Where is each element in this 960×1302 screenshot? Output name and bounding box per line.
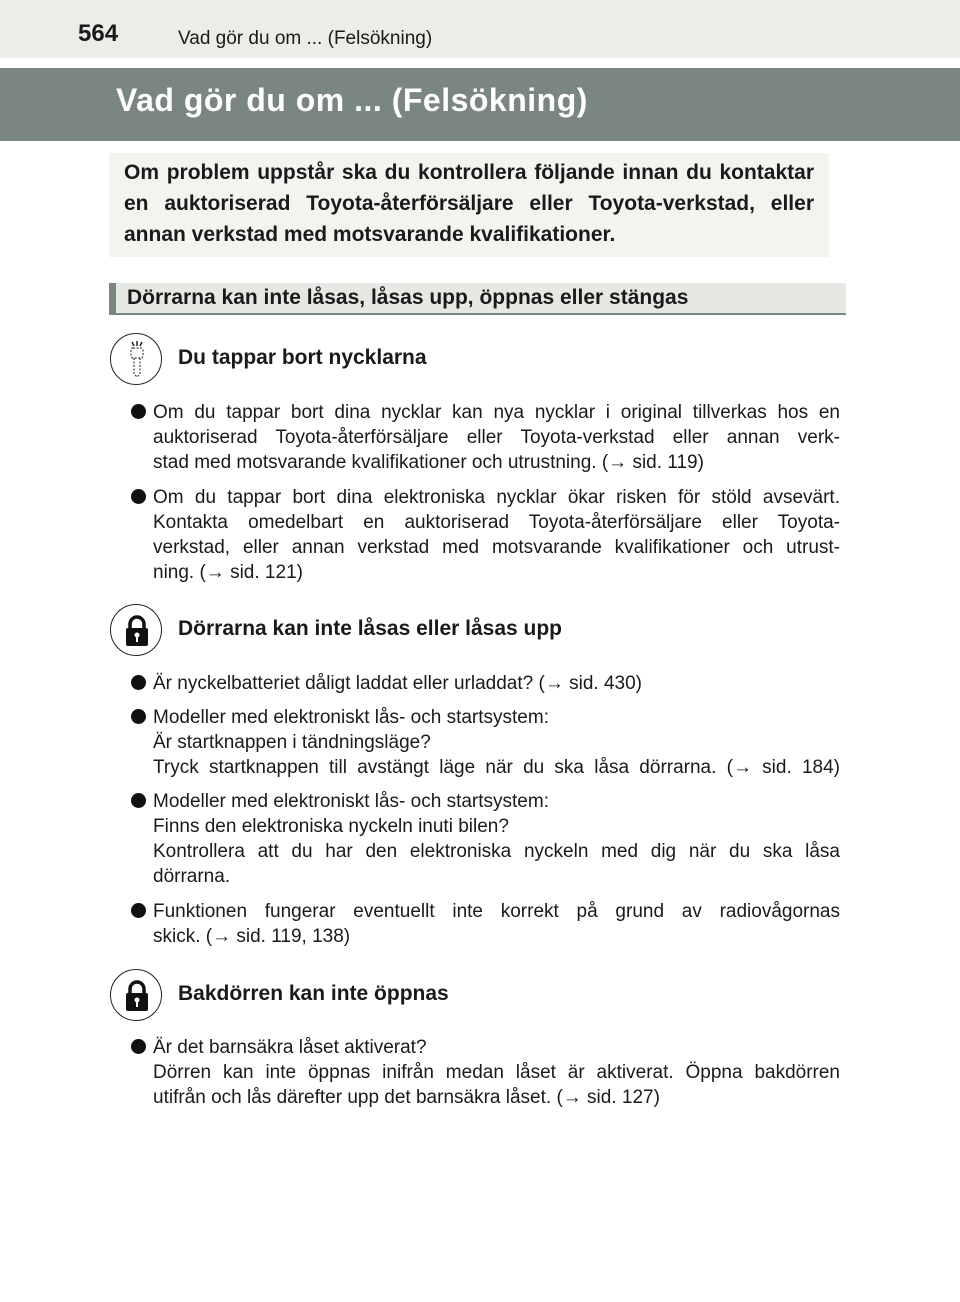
text-line: verkstad, eller annan verkstad med motsvarande kvalifikationer och utrust- (153, 537, 840, 558)
lock-icon (110, 604, 162, 656)
bullet-item (153, 899, 840, 949)
text-line: Kontakta omedelbart en auktoriserad Toyota-återförsäljare eller Toyota- (153, 512, 840, 533)
text-line: Modeller med elektroniskt lås- och startsystem: (153, 707, 549, 728)
lock-icon (110, 969, 162, 1021)
subsection-doors-lock (110, 604, 850, 658)
text-line: Finns den elektroniska nyckeln inuti bilen? (153, 816, 509, 837)
bullet-item (153, 485, 840, 585)
text-line: skick. (→ sid. 119, 138) (153, 926, 351, 947)
subsection-back-door (110, 969, 850, 1023)
text-line: Är startknappen i tändningsläge? (153, 732, 431, 753)
text-line: Om du tappar bort dina elektroniska nycklar ökar risken för stöld avsevärt. (153, 487, 840, 508)
subsection-heading: Dörrarna kan inte låsas eller låsas upp (178, 617, 563, 640)
bullet-item (153, 1035, 840, 1110)
intro-box: Om problem uppstår ska du kontrollera följande innan du kontaktar en auktoriserad Toyota-återförsäljare eller Toyota-verkstad, eller annan verkstad med motsvarande kvalifikationer. (109, 153, 829, 257)
page-number: 564 (78, 20, 119, 47)
text-line: Funktionen fungerar eventuellt inte korrekt på grund av radiovågornas (153, 901, 840, 922)
bullet-item (153, 789, 840, 889)
text-line: utifrån och lås därefter upp det barnsäkra låset. (→ sid. 127) (153, 1087, 660, 1108)
subsection-heading: Du tappar bort nycklarna (178, 346, 427, 369)
section-heading-text: Dörrarna kan inte låsas, låsas upp, öppnas eller stängas (127, 286, 689, 309)
bullet-item (153, 400, 840, 475)
bullet-item (153, 671, 840, 696)
text-line: stad med motsvarande kvalifikationer och utrustning. (→ sid. 119) (153, 452, 704, 473)
subsection-lost-keys (110, 333, 850, 387)
running-title: Vad gör du om ... (Felsökning) (178, 28, 433, 49)
header-band (0, 0, 960, 58)
text-line: Kontrollera att du har den elektroniska nyckeln med dig när du ska låsa (153, 841, 840, 862)
text-line: Är det barnsäkra låset aktiverat? (153, 1037, 427, 1058)
key-icon (110, 333, 162, 385)
text-line: Är nyckelbatteriet dåligt laddat eller urladdat? (→ sid. 430) (153, 673, 642, 694)
text-line: Tryck startknappen till avstängt läge när du ska låsa dörrarna. (→ sid. 184) (153, 757, 840, 778)
text-line: dörrarna. (153, 866, 231, 887)
text-line: ning. (→ sid. 121) (153, 562, 303, 583)
text-line: Om du tappar bort dina nycklar kan nya nycklar i original tillverkas hos en (153, 402, 840, 423)
subsection-heading: Bakdörren kan inte öppnas (178, 982, 449, 1005)
section-heading (109, 283, 846, 315)
text-line: auktoriserad Toyota-återförsäljare eller Toyota-verkstad eller annan verk- (153, 427, 840, 448)
bullet-item (153, 705, 840, 780)
page-title: Vad gör du om ... (Felsökning) (116, 82, 588, 118)
text-line: Modeller med elektroniskt lås- och startsystem: (153, 791, 549, 812)
text-line: Dörren kan inte öppnas inifrån medan låset är aktiverat. Öppna bakdörren (153, 1062, 840, 1083)
